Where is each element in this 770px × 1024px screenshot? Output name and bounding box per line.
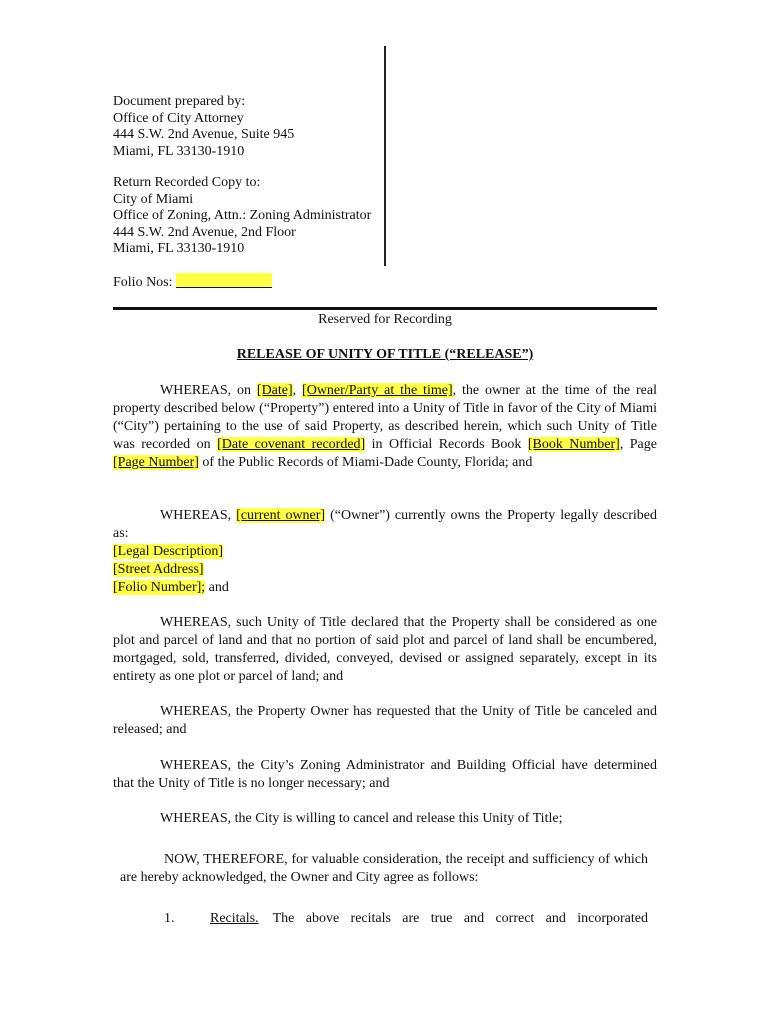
text-run: in Official Records Book bbox=[365, 437, 528, 452]
folio-line bbox=[113, 273, 272, 292]
recital-item-1 bbox=[164, 910, 648, 928]
prepared-by-line: Miami, FL 33130-1910 bbox=[113, 143, 245, 159]
book-number-field[interactable]: [Book Number] bbox=[527, 437, 620, 452]
whereas-paragraph-5 bbox=[113, 757, 657, 793]
folio-label: Folio Nos: bbox=[113, 275, 173, 290]
prepared-by-block bbox=[113, 94, 294, 160]
recital-title: Recitals. bbox=[210, 911, 259, 926]
whereas-paragraph-2 bbox=[113, 507, 657, 597]
whereas-paragraph-1 bbox=[113, 382, 657, 472]
text-run: (“Owner”) currently owns the Property legally described as: bbox=[113, 508, 658, 541]
text-run: WHEREAS, bbox=[160, 508, 237, 523]
prepared-by-line: 444 S.W. 2nd Avenue, Suite 945 bbox=[113, 127, 295, 142]
owner-party-field[interactable]: [Owner/Party at the time] bbox=[302, 383, 453, 398]
text-run: , bbox=[292, 383, 303, 398]
vertical-divider bbox=[384, 46, 386, 266]
document-title: RELEASE OF UNITY OF TITLE (“RELEASE”) bbox=[236, 347, 534, 362]
paragraph-text: WHEREAS, the City is willing to cancel and release this Unity of Title; bbox=[160, 811, 563, 826]
paragraph-text: WHEREAS, the Property Owner has requested that the Unity of Title be canceled and released; and bbox=[113, 704, 657, 737]
folio-blank-field[interactable] bbox=[176, 273, 272, 288]
folio-number-field[interactable]: [Folio Number]; bbox=[113, 580, 206, 595]
date-recorded-field[interactable]: [Date covenant recorded] bbox=[217, 437, 366, 452]
return-to-line: City of Miami bbox=[113, 191, 194, 207]
return-to-block bbox=[113, 175, 371, 258]
return-to-line: Return Recorded Copy to: bbox=[113, 175, 261, 190]
text-run: , the owner at the time of the real property described below (“Property”) entered into a Unity of Title in favor of the City of Miami (“City”) pertaining to the use of said Property, as described herein, which such Unity of Title was recorded on bbox=[113, 383, 657, 452]
recital-text: The above recitals are true and correct and incorporated bbox=[272, 911, 648, 926]
prepared-by-line: Office of City Attorney bbox=[113, 110, 244, 126]
prepared-by-line: Document prepared by: bbox=[113, 94, 246, 109]
paragraph-text: WHEREAS, the City’s Zoning Administrator and Building Official have determined that the Unity of Title is no longer necessary; and bbox=[113, 758, 657, 791]
text-run: and bbox=[205, 580, 229, 595]
return-to-line: 444 S.W. 2nd Avenue, 2nd Floor bbox=[113, 224, 296, 240]
reserved-for-recording: Reserved for Recording bbox=[318, 312, 452, 327]
return-to-line: Office of Zoning, Attn.: Zoning Administrator bbox=[113, 208, 372, 223]
return-to-line: Miami, FL 33130-1910 bbox=[113, 241, 245, 256]
now-therefore-paragraph: NOW, THEREFORE, for valuable consideration, the receipt and sufficiency of which are hereby acknowledged, the Owner and City agree as follows: bbox=[120, 852, 648, 885]
text-run: WHEREAS, on bbox=[160, 383, 257, 398]
street-address-field[interactable]: [Street Address] bbox=[113, 562, 204, 577]
current-owner-field[interactable]: [current owner] bbox=[236, 508, 326, 523]
page-number-field[interactable]: [Page Number] bbox=[113, 455, 199, 470]
whereas-paragraph-3 bbox=[113, 614, 657, 686]
paragraph-text: WHEREAS, such Unity of Title declared that the Property shall be considered as one plot and parcel of land and that no portion of said plot and parcel of land shall be encumbered, mortgaged, sold, transferred, divided, conveyed, devised or assigned separately, except in its entirety as one plot or parcel of land; and bbox=[113, 615, 657, 684]
legal-description-field[interactable]: [Legal Description] bbox=[113, 544, 224, 559]
text-run: of the Public Records of Miami-Dade County, Florida; and bbox=[198, 455, 533, 470]
date-field[interactable]: [Date] bbox=[256, 383, 293, 398]
horizontal-rule bbox=[113, 307, 657, 310]
recital-number: 1. bbox=[164, 911, 175, 926]
whereas-paragraph-6 bbox=[113, 810, 657, 828]
whereas-paragraph-4 bbox=[113, 703, 657, 739]
text-run: , Page bbox=[619, 437, 657, 452]
